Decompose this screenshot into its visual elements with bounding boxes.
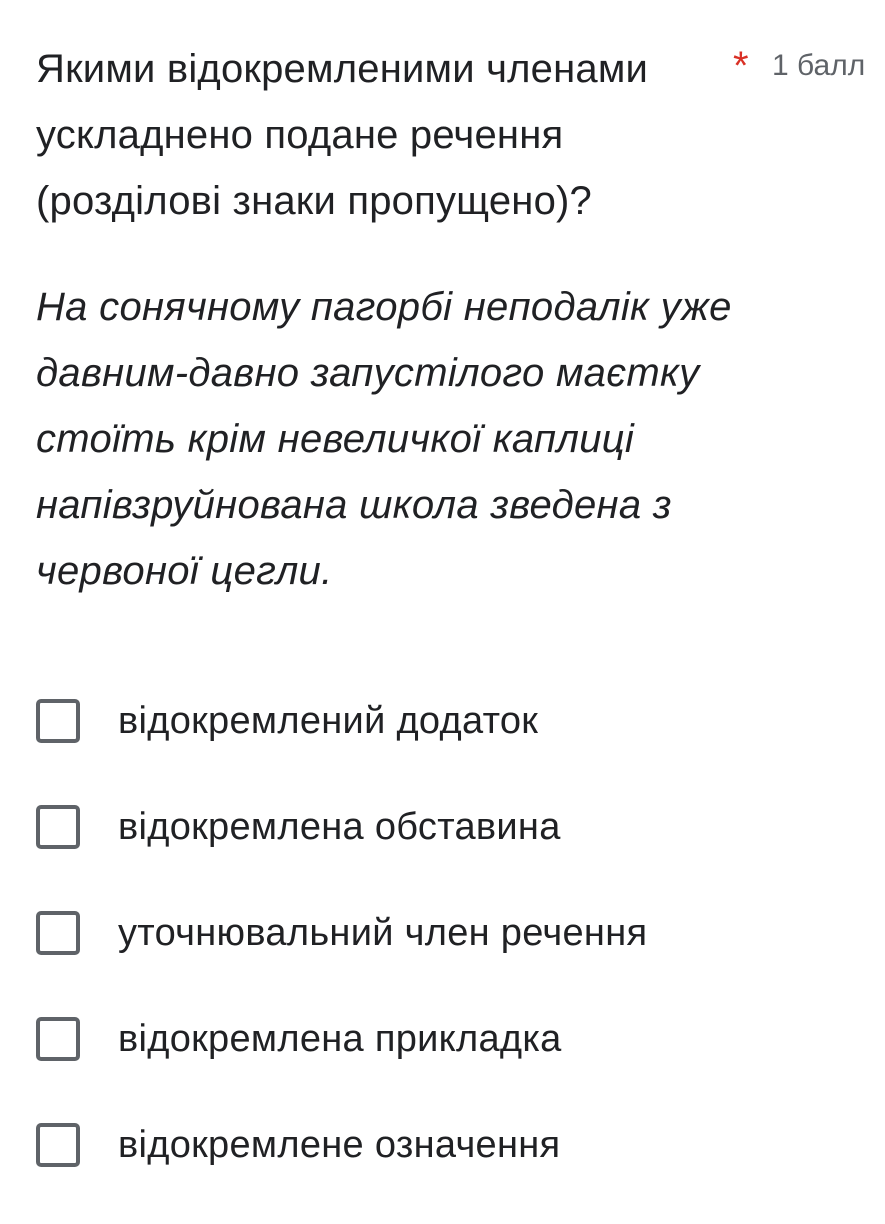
option-item[interactable] xyxy=(36,880,856,986)
checkbox-icon[interactable] xyxy=(36,1017,80,1061)
checkbox-icon[interactable] xyxy=(36,699,80,743)
option-label: уточнювальний член речення xyxy=(118,911,648,954)
option-item[interactable] xyxy=(36,1092,856,1198)
required-asterisk: * xyxy=(733,44,749,88)
option-label: відокремлена прикладка xyxy=(118,1017,562,1060)
checkbox-icon[interactable] xyxy=(36,1123,80,1167)
points-label: 1 балл xyxy=(772,49,866,82)
checkbox-icon[interactable] xyxy=(36,805,80,849)
option-item[interactable] xyxy=(36,774,856,880)
option-item[interactable] xyxy=(36,986,856,1092)
option-label: відокремлений додаток xyxy=(118,699,539,742)
option-label: відокремлене означення xyxy=(118,1123,561,1166)
option-label: відокремлена обставина xyxy=(118,805,561,848)
option-item[interactable] xyxy=(36,668,856,774)
checkbox-icon[interactable] xyxy=(36,911,80,955)
question-title: Якими відокремленими членами ускладнено подане речення (розділові знаки пропущено)? xyxy=(36,47,649,223)
checkbox-options xyxy=(36,668,856,1198)
question-description: На сонячному пагорбі неподалік уже давним-давно запустілого маєтку стоїть крім невеличкої каплиці напівзруйнована школа зведена з червоної цегли. xyxy=(36,285,732,593)
